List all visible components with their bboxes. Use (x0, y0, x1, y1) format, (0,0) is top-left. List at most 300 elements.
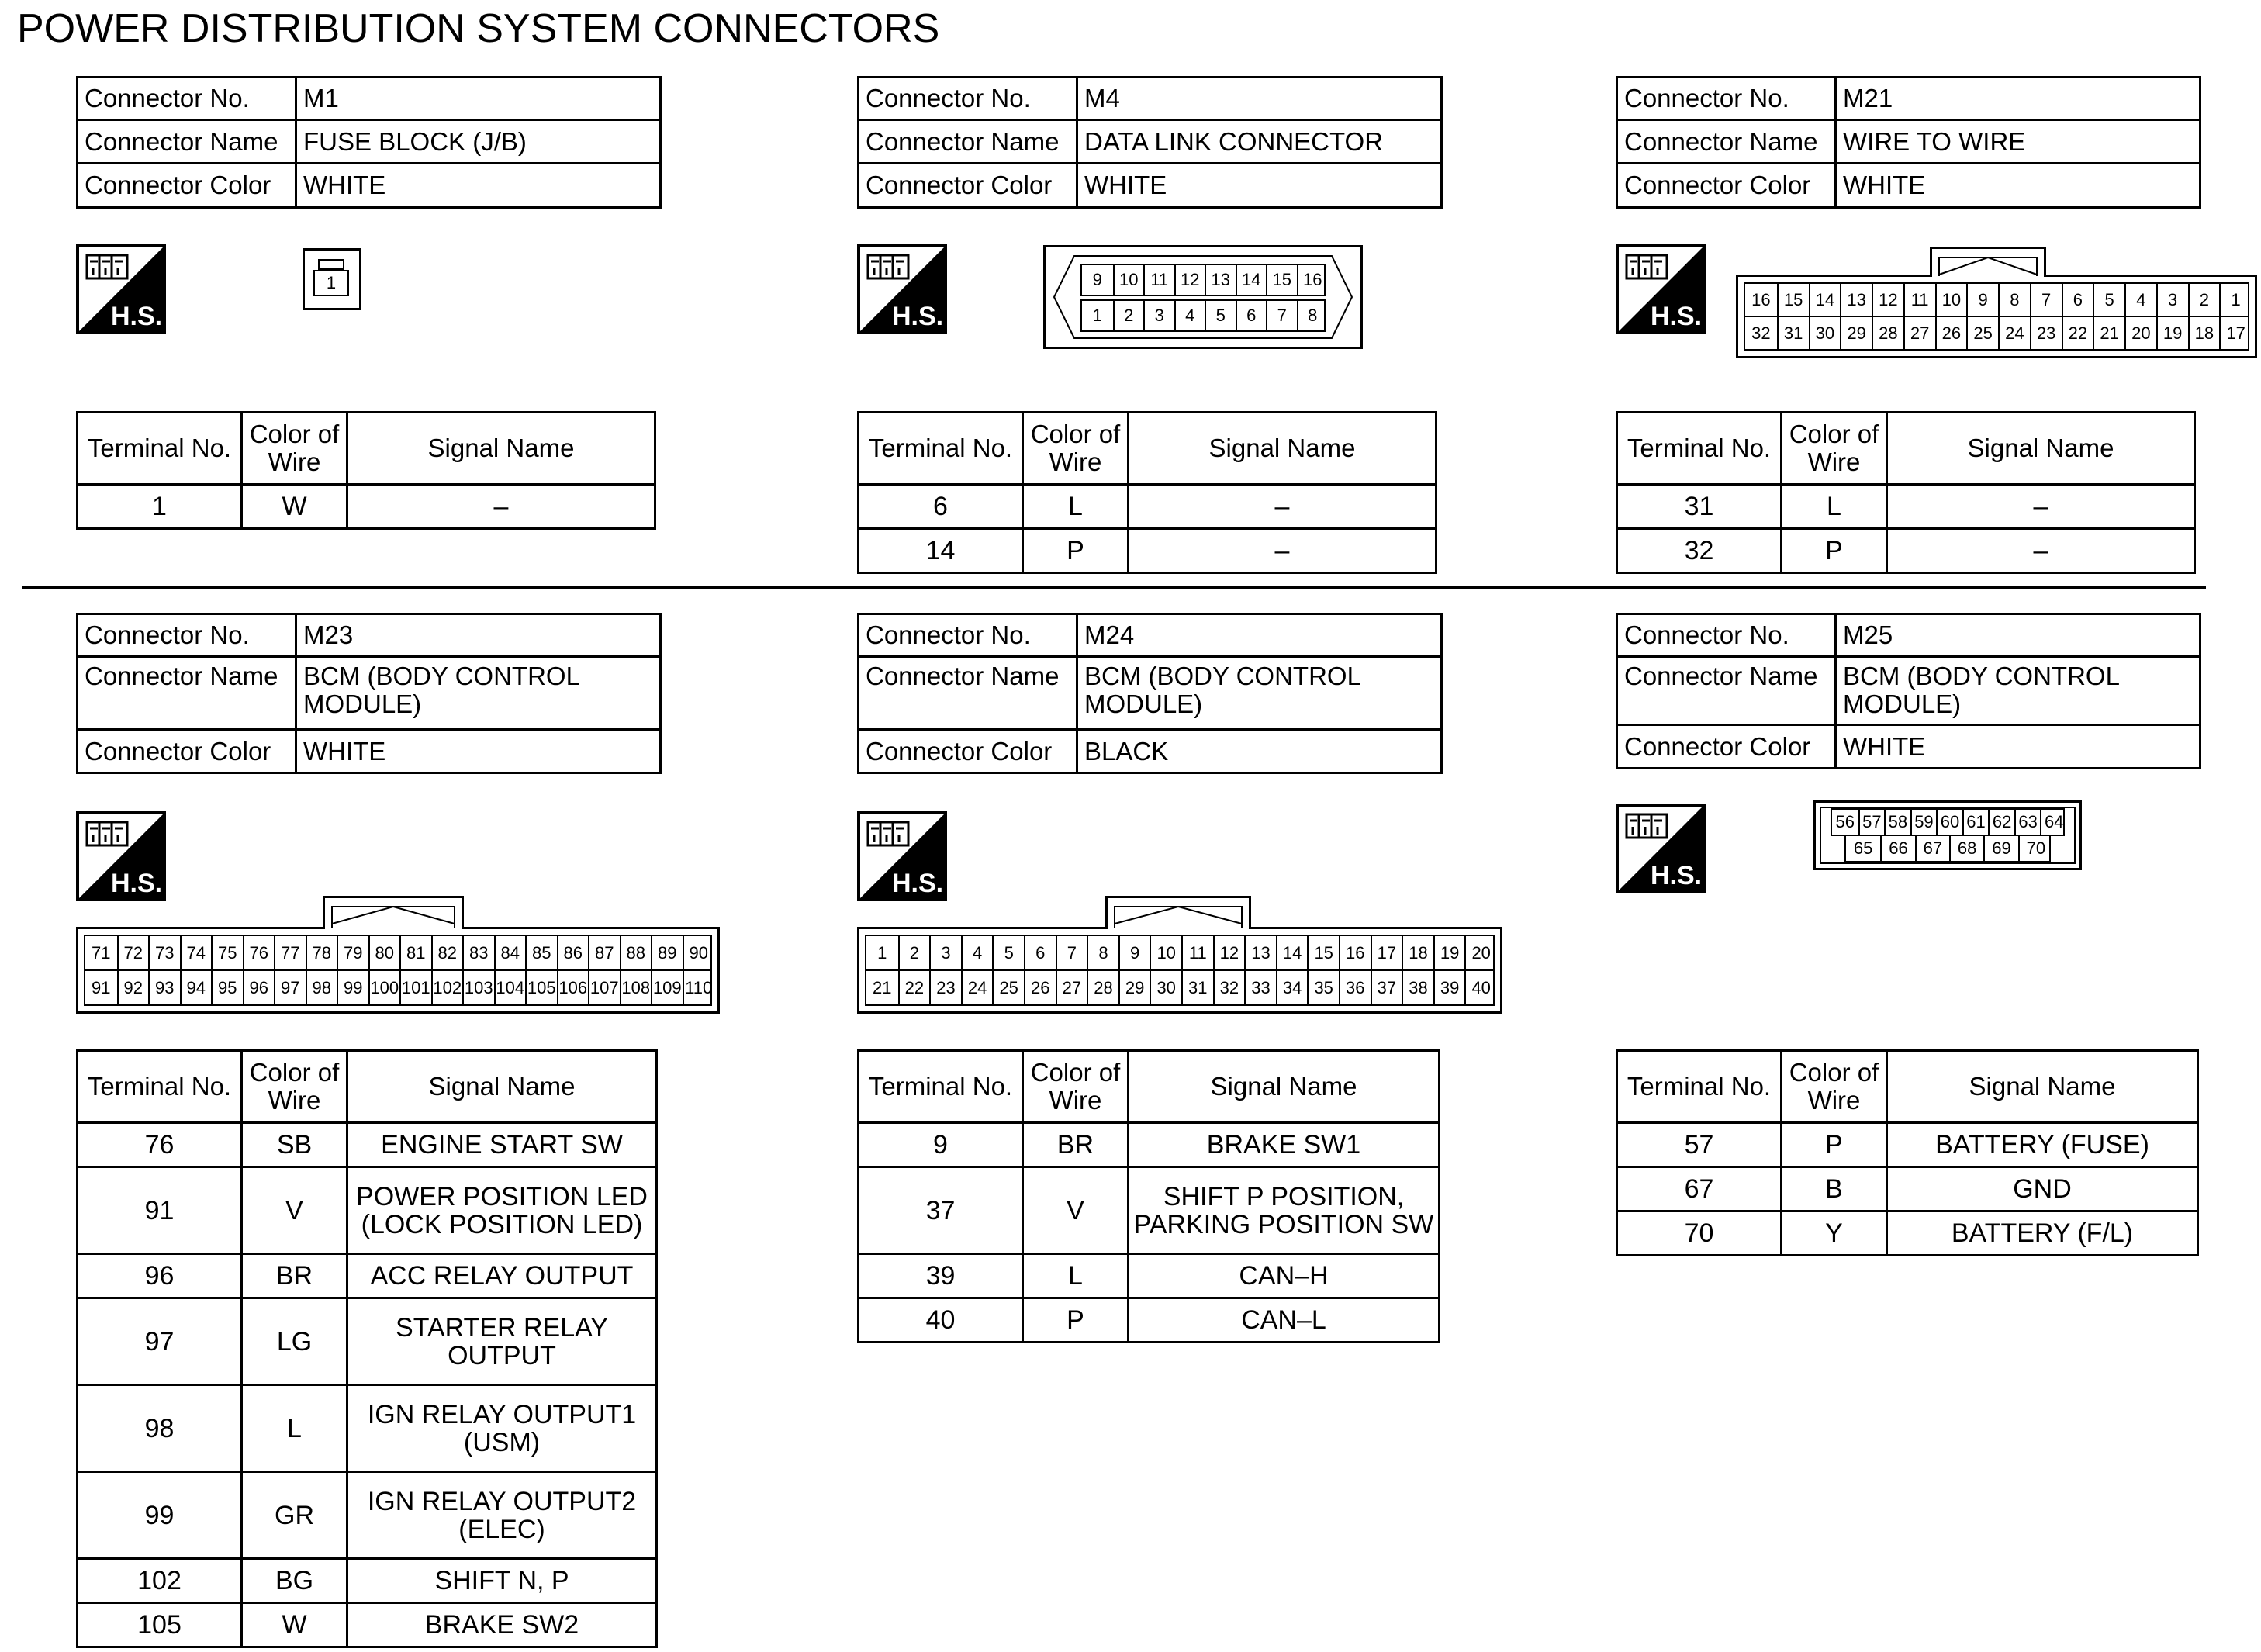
table-row (78, 1559, 657, 1603)
connector-color-label: Connector Color (78, 730, 296, 773)
signal-name-header: Signal Name (347, 413, 655, 485)
terminal-no-cell: 105 (78, 1603, 242, 1647)
terminal-no-cell: 14 (859, 529, 1023, 573)
color-of-wire-header: Color of Wire (1023, 413, 1129, 485)
connector-face-m21 (1736, 247, 2257, 358)
connector-info-table (1616, 613, 2201, 769)
pin-number: 12 (1213, 936, 1245, 969)
connector-no-label: Connector No. (78, 614, 296, 657)
pin-number: 34 (1276, 971, 1308, 1004)
pin-number: 77 (274, 936, 306, 969)
connector-name-label: Connector Name (78, 120, 296, 164)
connector-color-value: WHITE (1836, 725, 2200, 769)
wire-color-cell: LG (242, 1298, 347, 1385)
harness-side-icon (76, 244, 166, 334)
pin-number: 103 (462, 971, 494, 1004)
pin-number: 5 (992, 936, 1024, 969)
pin-number: 22 (898, 971, 930, 1004)
terminal-table (1616, 411, 2196, 574)
pin-number: 100 (368, 971, 400, 1004)
signal-name-cell: GND (1887, 1167, 2198, 1211)
terminal-table (76, 1049, 658, 1648)
table-row (78, 1385, 657, 1472)
pin-number: 70 (2018, 836, 2052, 861)
table-row (78, 1603, 657, 1647)
pin-number: 16 (1339, 936, 1371, 969)
pin-number: 16 (1297, 265, 1328, 295)
harness-side-icon (857, 244, 947, 334)
connector-info-table (857, 76, 1443, 209)
pin-number: 7 (1056, 936, 1087, 969)
terminal-no-header: Terminal No. (1617, 1051, 1782, 1123)
connector-no-label: Connector No. (1617, 614, 1836, 657)
connector-name-value: BCM (BODY CONTROL MODULE) (1077, 657, 1442, 730)
signal-name-cell: CAN–H (1129, 1254, 1440, 1298)
connector-info-table (76, 76, 662, 209)
pin-number: 84 (494, 936, 526, 969)
pin-number: 14 (1276, 936, 1308, 969)
pin-number: 40 (1464, 971, 1496, 1004)
table-row (859, 1123, 1440, 1167)
pin-number: 59 (1910, 810, 1937, 835)
pin-number: 107 (588, 971, 620, 1004)
wire-color-cell: P (1782, 529, 1887, 573)
pin-number: 17 (1371, 936, 1402, 969)
pin-number: 60 (1936, 810, 1962, 835)
connector-no-value: M25 (1836, 614, 2200, 657)
color-of-wire-header: Color of Wire (242, 413, 347, 485)
harness-side-icon (1616, 804, 1706, 893)
pin-number: 13 (1244, 936, 1276, 969)
terminal-no-header: Terminal No. (78, 413, 242, 485)
pin-number: 20 (2124, 317, 2156, 349)
pin-number: 89 (651, 936, 683, 969)
svg-text:H.S.: H.S. (891, 302, 944, 331)
wire-color-cell: BR (1023, 1123, 1129, 1167)
table-row (859, 529, 1436, 573)
pin-number: 69 (1983, 836, 2017, 861)
pin-number: 90 (683, 936, 714, 969)
terminal-no-cell: 70 (1617, 1211, 1782, 1256)
pin-number: 25 (1966, 317, 1998, 349)
pin-number: 6 (1024, 936, 1056, 969)
terminal-table (1616, 1049, 2199, 1256)
pin-number: 105 (525, 971, 557, 1004)
signal-name-cell: – (1129, 529, 1436, 573)
pin-number: 1 (877, 942, 887, 963)
pin-number: 58 (1884, 810, 1910, 835)
connector-no-value: M21 (1836, 78, 2200, 120)
table-row (1617, 529, 2195, 573)
pin-number: 10 (1935, 284, 1967, 316)
wire-color-cell: W (242, 1603, 347, 1647)
pin-number: 3 (929, 936, 961, 969)
signal-name-cell: SHIFT P POSITION, PARKING POSITION SW (1129, 1167, 1440, 1254)
connector-name-label: Connector Name (859, 657, 1077, 730)
signal-name-cell: ENGINE START SW (347, 1123, 657, 1167)
pin-number: 2 (898, 936, 930, 969)
pin-number: 101 (399, 971, 431, 1004)
pin-number: 15 (1307, 936, 1339, 969)
pin-number: 108 (620, 971, 652, 1004)
wire-color-cell: P (1782, 1123, 1887, 1167)
signal-name-header: Signal Name (1887, 1051, 2198, 1123)
connector-no-label: Connector No. (859, 614, 1077, 657)
pin-number: 2 (1113, 301, 1144, 330)
connector-color-value: BLACK (1077, 730, 1442, 773)
pin-number: 102 (431, 971, 463, 1004)
pin-number: 63 (2014, 810, 2041, 835)
color-of-wire-header: Color of Wire (242, 1051, 347, 1123)
pin-number: 94 (180, 971, 212, 1004)
terminal-no-cell: 39 (859, 1254, 1023, 1298)
signal-name-cell: BRAKE SW2 (347, 1603, 657, 1647)
harness-side-icon (857, 811, 947, 901)
pin-number: 4 (1174, 301, 1205, 330)
pin-number: 18 (2188, 317, 2220, 349)
wire-color-cell: BR (242, 1254, 347, 1298)
pin-number: 96 (243, 971, 275, 1004)
pin-number: 27 (1903, 317, 1935, 349)
table-row (859, 1298, 1440, 1343)
pin-number: 35 (1307, 971, 1339, 1004)
pin-row (1744, 316, 2249, 351)
connector-no-label: Connector No. (1617, 78, 1836, 120)
section-divider (22, 586, 2206, 589)
pin-number: 75 (211, 936, 243, 969)
pin-number: 62 (1988, 810, 2014, 835)
signal-name-cell: BATTERY (FUSE) (1887, 1123, 2198, 1167)
table-row (78, 1298, 657, 1385)
terminal-no-cell: 57 (1617, 1123, 1782, 1167)
pin-number: 15 (1266, 265, 1297, 295)
terminal-no-cell: 1 (78, 485, 242, 529)
pin-number: 23 (2030, 317, 2062, 349)
pin-number: 20 (1464, 936, 1496, 969)
signal-name-cell: – (1129, 485, 1436, 529)
pin-number: 61 (1962, 810, 1989, 835)
terminal-no-cell: 6 (859, 485, 1023, 529)
connector-color-label: Connector Color (859, 164, 1077, 208)
table-row (859, 1254, 1440, 1298)
pin-number: 31 (1777, 317, 1809, 349)
pin-number: 9 (1092, 270, 1102, 289)
table-row (1617, 1167, 2198, 1211)
pin-number: 73 (148, 936, 180, 969)
pin-number: 26 (1024, 971, 1056, 1004)
pin-number: 13 (1205, 265, 1236, 295)
wire-color-cell: B (1782, 1167, 1887, 1211)
connector-name-value: DATA LINK CONNECTOR (1077, 120, 1442, 164)
pin-number: 72 (117, 936, 149, 969)
color-of-wire-header: Color of Wire (1782, 1051, 1887, 1123)
pin-number: 71 (92, 942, 111, 963)
pin-number: 31 (1181, 971, 1213, 1004)
pin-number: 3 (1143, 301, 1174, 330)
pin-number: 11 (1903, 284, 1935, 316)
signal-name-cell: SHIFT N, P (347, 1559, 657, 1603)
terminal-no-cell: 91 (78, 1167, 242, 1254)
pin-number: 10 (1113, 265, 1144, 295)
connector-face-m24 (857, 896, 1502, 1014)
pin-number: 36 (1339, 971, 1371, 1004)
signal-name-header: Signal Name (347, 1051, 657, 1123)
pin-number: 28 (1087, 971, 1118, 1004)
wire-color-cell: GR (242, 1472, 347, 1559)
wire-color-cell: L (1023, 1254, 1129, 1298)
pin-number: 56 (1835, 812, 1855, 831)
terminal-no-cell: 99 (78, 1472, 242, 1559)
pin-number: 19 (1433, 936, 1465, 969)
pin-number: 99 (337, 971, 368, 1004)
connector-color-value: WHITE (296, 164, 661, 208)
svg-text:H.S.: H.S. (110, 869, 163, 898)
connector-info-table (857, 613, 1443, 774)
pin-number: 97 (274, 971, 306, 1004)
terminal-no-cell: 40 (859, 1298, 1023, 1343)
connector-face-m23 (76, 896, 720, 1014)
terminal-no-cell: 67 (1617, 1167, 1782, 1211)
pin-number: 110 (683, 971, 714, 1004)
pin-number: 32 (1751, 323, 1771, 343)
pin-row (1080, 264, 1326, 296)
svg-text:H.S.: H.S. (891, 869, 944, 898)
pin-number: 64 (2040, 810, 2066, 835)
table-row (78, 485, 655, 529)
connector-name-value: WIRE TO WIRE (1836, 120, 2200, 164)
pin-number: 87 (588, 936, 620, 969)
pin-number: 83 (462, 936, 494, 969)
pin-number: 12 (1872, 284, 1903, 316)
signal-name-cell: – (1887, 529, 2195, 573)
harness-side-icon (1616, 244, 1706, 334)
pin-number: 29 (1118, 971, 1150, 1004)
connector-name-label: Connector Name (78, 657, 296, 730)
pin-number: 6 (1236, 301, 1267, 330)
pin-number: 68 (1949, 836, 1983, 861)
pin-number: 6 (2062, 284, 2093, 316)
connector-no-label: Connector No. (859, 78, 1077, 120)
svg-text:H.S.: H.S. (1650, 302, 1703, 331)
pin-number: 9 (1966, 284, 1998, 316)
pin-number: 32 (1213, 971, 1245, 1004)
terminal-table (857, 1049, 1440, 1343)
connector-name-label: Connector Name (1617, 120, 1836, 164)
pin-number: 10 (1150, 936, 1181, 969)
pin-number: 91 (92, 977, 111, 997)
pin-number: 4 (2124, 284, 2156, 316)
table-row (78, 1123, 657, 1167)
pin-row (84, 935, 712, 971)
terminal-no-cell: 98 (78, 1385, 242, 1472)
terminal-no-header: Terminal No. (859, 1051, 1023, 1123)
signal-name-cell: BATTERY (F/L) (1887, 1211, 2198, 1256)
connector-color-label: Connector Color (859, 730, 1077, 773)
pin-number: 9 (1118, 936, 1150, 969)
connector-name-label: Connector Name (859, 120, 1077, 164)
pin-number: 82 (431, 936, 463, 969)
signal-name-cell: BRAKE SW1 (1129, 1123, 1440, 1167)
connector-color-label: Connector Color (1617, 164, 1836, 208)
pin-number: 1 (2219, 284, 2251, 316)
connector-latch (318, 259, 344, 270)
signal-name-cell: – (347, 485, 655, 529)
signal-name-cell: STARTER RELAY OUTPUT (347, 1298, 657, 1385)
signal-name-header: Signal Name (1129, 1051, 1440, 1123)
pin-number: 7 (2030, 284, 2062, 316)
svg-text:H.S.: H.S. (1650, 861, 1703, 890)
table-row (1617, 1123, 2198, 1167)
pin-number: 2 (2188, 284, 2220, 316)
connector-face-m25 (1813, 800, 2082, 870)
pin-number: 57 (1858, 810, 1885, 835)
pin-number: 8 (1998, 284, 2030, 316)
pin-number: 93 (148, 971, 180, 1004)
connector-color-label: Connector Color (78, 164, 296, 208)
page-title: POWER DISTRIBUTION SYSTEM CONNECTORS (17, 6, 940, 51)
table-row (859, 1167, 1440, 1254)
wire-color-cell: L (1782, 485, 1887, 529)
pin-number: 21 (2093, 317, 2124, 349)
wire-color-cell: P (1023, 1298, 1129, 1343)
table-row (859, 485, 1436, 529)
pin-number: 16 (1751, 289, 1771, 309)
pin-number: 25 (992, 971, 1024, 1004)
wire-color-cell: L (1023, 485, 1129, 529)
connector-name-value: BCM (BODY CONTROL MODULE) (296, 657, 661, 730)
terminal-table (76, 411, 656, 530)
connector-no-value: M24 (1077, 614, 1442, 657)
connector-name-value: BCM (BODY CONTROL MODULE) (1836, 657, 2200, 725)
color-of-wire-header: Color of Wire (1782, 413, 1887, 485)
connector-color-value: WHITE (1836, 164, 2200, 208)
wire-color-cell: Y (1782, 1211, 1887, 1256)
signal-name-cell: IGN RELAY OUTPUT2 (ELEC) (347, 1472, 657, 1559)
pin-number: 88 (620, 936, 652, 969)
pin-number: 27 (1056, 971, 1087, 1004)
connector-outline (1043, 245, 1363, 349)
pin-number: 78 (306, 936, 337, 969)
terminal-no-cell: 32 (1617, 529, 1782, 573)
pin-number: 12 (1174, 265, 1205, 295)
harness-side-icon (76, 811, 166, 901)
signal-name-cell: CAN–L (1129, 1298, 1440, 1343)
connector-color-label: Connector Color (1617, 725, 1836, 769)
wire-color-cell: V (1023, 1167, 1129, 1254)
wire-color-cell: W (242, 485, 347, 529)
connector-color-value: WHITE (1077, 164, 1442, 208)
table-row (78, 1254, 657, 1298)
pin-number: 17 (2219, 317, 2251, 349)
pin-number: 76 (243, 936, 275, 969)
table-row (1617, 485, 2195, 529)
pin-number: 37 (1371, 971, 1402, 1004)
terminal-no-cell: 96 (78, 1254, 242, 1298)
signal-name-cell: POWER POSITION LED (LOCK POSITION LED) (347, 1167, 657, 1254)
pin-row (1831, 808, 2065, 836)
pin-number: 66 (1880, 836, 1914, 861)
pin-number: 8 (1087, 936, 1118, 969)
connector-no-value: M23 (296, 614, 661, 657)
pin-number: 24 (961, 971, 993, 1004)
pin-number: 65 (1853, 838, 1873, 858)
pin-row (1744, 282, 2249, 317)
pin-number: 21 (873, 977, 892, 997)
pin-number: 13 (1840, 284, 1872, 316)
terminal-no-header: Terminal No. (78, 1051, 242, 1123)
pin-row (865, 969, 1495, 1006)
pin-number: 28 (1872, 317, 1903, 349)
pin-number: 81 (399, 936, 431, 969)
signal-name-cell: ACC RELAY OUTPUT (347, 1254, 657, 1298)
connector-face-m1 (303, 248, 361, 310)
connector-face-m4 (1043, 245, 1363, 349)
pin-number: 8 (1297, 301, 1328, 330)
pin-number: 30 (1150, 971, 1181, 1004)
terminal-no-header: Terminal No. (859, 413, 1023, 485)
pin-number: 29 (1840, 317, 1872, 349)
color-of-wire-header: Color of Wire (1023, 1051, 1129, 1123)
terminal-no-cell: 9 (859, 1123, 1023, 1167)
pin-number: 104 (494, 971, 526, 1004)
pin-number: 106 (557, 971, 589, 1004)
pin-number: 5 (1205, 301, 1236, 330)
connector-color-value: WHITE (296, 730, 661, 773)
pin-number: 109 (651, 971, 683, 1004)
pin-number: 38 (1402, 971, 1433, 1004)
wire-color-cell: L (242, 1385, 347, 1472)
table-row (78, 1472, 657, 1559)
pin-number: 7 (1266, 301, 1297, 330)
signal-name-header: Signal Name (1887, 413, 2195, 485)
connector-info-table (76, 613, 662, 774)
signal-name-header: Signal Name (1129, 413, 1436, 485)
pin-number: 3 (2156, 284, 2188, 316)
pin-number: 22 (2062, 317, 2093, 349)
pin-number: 92 (117, 971, 149, 1004)
pin-row (1844, 835, 2051, 862)
wire-color-cell: SB (242, 1123, 347, 1167)
pin-number: 1 (1092, 306, 1102, 325)
terminal-no-cell: 76 (78, 1123, 242, 1167)
pin-number: 14 (1809, 284, 1841, 316)
terminal-no-header: Terminal No. (1617, 413, 1782, 485)
pin-row (84, 969, 712, 1006)
pin-number: 11 (1181, 936, 1213, 969)
table-row (78, 1167, 657, 1254)
pin-number: 1 (313, 270, 349, 296)
connector-no-value: M4 (1077, 78, 1442, 120)
pin-number: 26 (1935, 317, 1967, 349)
pin-number: 19 (2156, 317, 2188, 349)
pin-number: 33 (1244, 971, 1276, 1004)
wire-color-cell: BG (242, 1559, 347, 1603)
pin-number: 98 (306, 971, 337, 1004)
signal-name-cell: – (1887, 485, 2195, 529)
pin-number: 95 (211, 971, 243, 1004)
terminal-no-cell: 37 (859, 1167, 1023, 1254)
pin-number: 24 (1998, 317, 2030, 349)
svg-text:H.S.: H.S. (110, 302, 163, 331)
terminal-no-cell: 31 (1617, 485, 1782, 529)
connector-no-value: M1 (296, 78, 661, 120)
pin-number: 39 (1433, 971, 1465, 1004)
pin-number: 14 (1236, 265, 1267, 295)
wire-color-cell: V (242, 1167, 347, 1254)
pin-number: 74 (180, 936, 212, 969)
connector-name-label: Connector Name (1617, 657, 1836, 725)
connector-no-label: Connector No. (78, 78, 296, 120)
